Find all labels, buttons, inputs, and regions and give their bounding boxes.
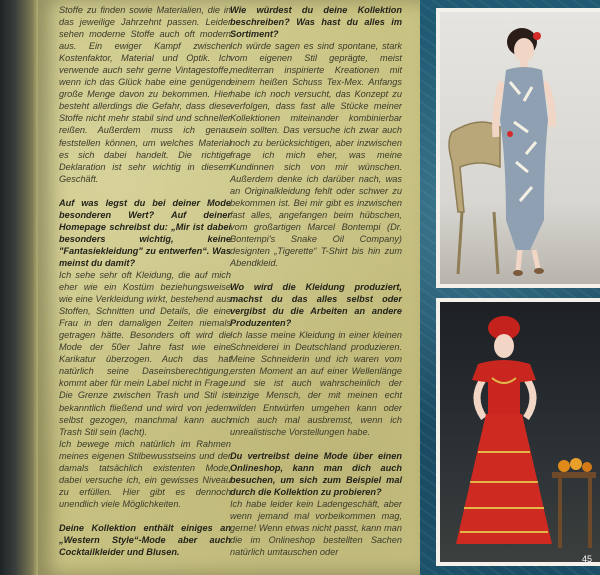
right-column (230, 4, 402, 558)
paragraph: Ich habe leider kein Ladengeschäft, aber wenn jemand mal vorbeikommen mag, gerne! Wenn etwas nicht passt, kann man die im Onlineshop bestellten Sachen natürlich umtauschen oder (230, 498, 402, 558)
interview-question: Auf was legst du bei deiner Mode besonderen Wert? Auf deiner Homepage schreibst du: „Mir ist dabei besonders wichtig, keine "Fantasiekleidung" zu entwerfen“. Was meinst du damit? (59, 197, 231, 268)
interview-question: Wo wird die Kleidung produziert, machst du das alles selbst oder vergibst du die Arbeiten an andere Produzenten? (230, 282, 402, 329)
page-number: 45 (581, 554, 592, 564)
interview-question: Wie würdest du deine Kollektion beschreiben? Was hast du alles im Sortiment? (230, 5, 402, 40)
photo-model-red-dress (436, 298, 600, 566)
interview-question: Deine Kollektion enthält einiges an „Western Style“-Mode aber auch Cocktailkleider und Blusen. (59, 522, 231, 558)
interview-question: Du vertreibst deine Mode über einen Onlineshop, kann man dich auch besuchen, um sich zum Beispiel mal durch die Kollektion zu probieren? (230, 450, 402, 497)
paragraph: Ich würde sagen es sind spontane, stark vom eigenen Stil geprägte, meist mediterran inspirierte Kreationen mit einem heißen Schuss Tex-Mex. Anfangs habe ich noch versucht, das Konzept zu verfolgen, dass fast alle Stücke meiner Kollektionen miteinander kombinierbar sein sollten. Das versuche ich zwar auch noch zu berücksichtigen, aber inzwischen frage ich mich eher, was meine Kundinnen sich von mir wünschen. Außerdem denke ich darüber nach, was an Originalkleidung fehlt oder schwer zu bekommen ist. Bei mir gibt es inzwischen fast alles, angefangen beim hübschen, vom großartigen Marcel Bontempi (Dr. Bontempi's Snake Oil Company) designten „Tigerette“ T-Shirt bis hin zum Abendkleid. (230, 41, 402, 268)
paragraph: Ich sehe sehr oft Kleidung, die auf mich eher wie ein Kostüm beziehungsweise wie eine Verkleidung wirkt, bestehend aus Stoffen, Schnitten und Details, die eine Frau in den damaligen Zeiten niemals getragen hätte. Besonders oft wird die Mode der 50er Jahre fast wie eine Karikatur überzogen. Auch das hat natürlich seine Daseinsberechtigung, kommt aber für mein Label nicht in Frage. Die Grenze zwischen Trash und Stil ist bekanntlich fließend und wird von jedem selbst gezogen, manchmal kann auch Trash Stil sein (lacht). (59, 269, 231, 437)
model-illustration (440, 302, 600, 562)
left-column (59, 4, 231, 558)
photo-page (420, 0, 600, 575)
paragraph: Ich lasse meine Kleidung in einer kleinen Schneiderei in Deutschland produzieren. Meine Schneiderin und ich waren vom ersten Moment an auf einer Wellenlänge und sie ist auch wahrscheinlich der einzige Mensch, der mit meinen echt wilden Entwürfen umgehen kann oder mich auch mal ausbremst, wenn ich unrealistische Vorstellungen habe. (230, 330, 402, 437)
photo-model-sheath-dress (436, 8, 600, 288)
book-gutter (0, 0, 38, 575)
paragraph: Stoffe zu finden sowie Materialien, die in das jeweilige Jahrzehnt passen. Leider sehen moderne Stoffe auch oft modern aus. Ein ewiger Kampf zwischen Kostenfaktor, Material und Optik. Ich verwende auch sehr gerne Vintagestoffe, wenn ich das Glück habe eine genügend große Menge davon zu bekommen. Hier besteht allerdings die Gefahr, dass diese Stoffe nicht mehr stabil sind und schneller reißen. Außerdem muss ich genau feststellen können, um welches Material es sich dabei handelt. Die richtige Deklaration ist sehr wichtig in diesem Geschäft. (59, 5, 231, 184)
model-illustration (440, 12, 600, 284)
paragraph: Ich bewege mich natürlich im Rahmen meines eigenen Stilbewusstseins und der damals tatsächlich existenten Mode, dabei versuche ich, ein gewisses Niveau zu erfüllen. Hier gibt es dennoch unendlich viele Möglichkeiten. (59, 438, 231, 509)
text-page (38, 0, 420, 575)
